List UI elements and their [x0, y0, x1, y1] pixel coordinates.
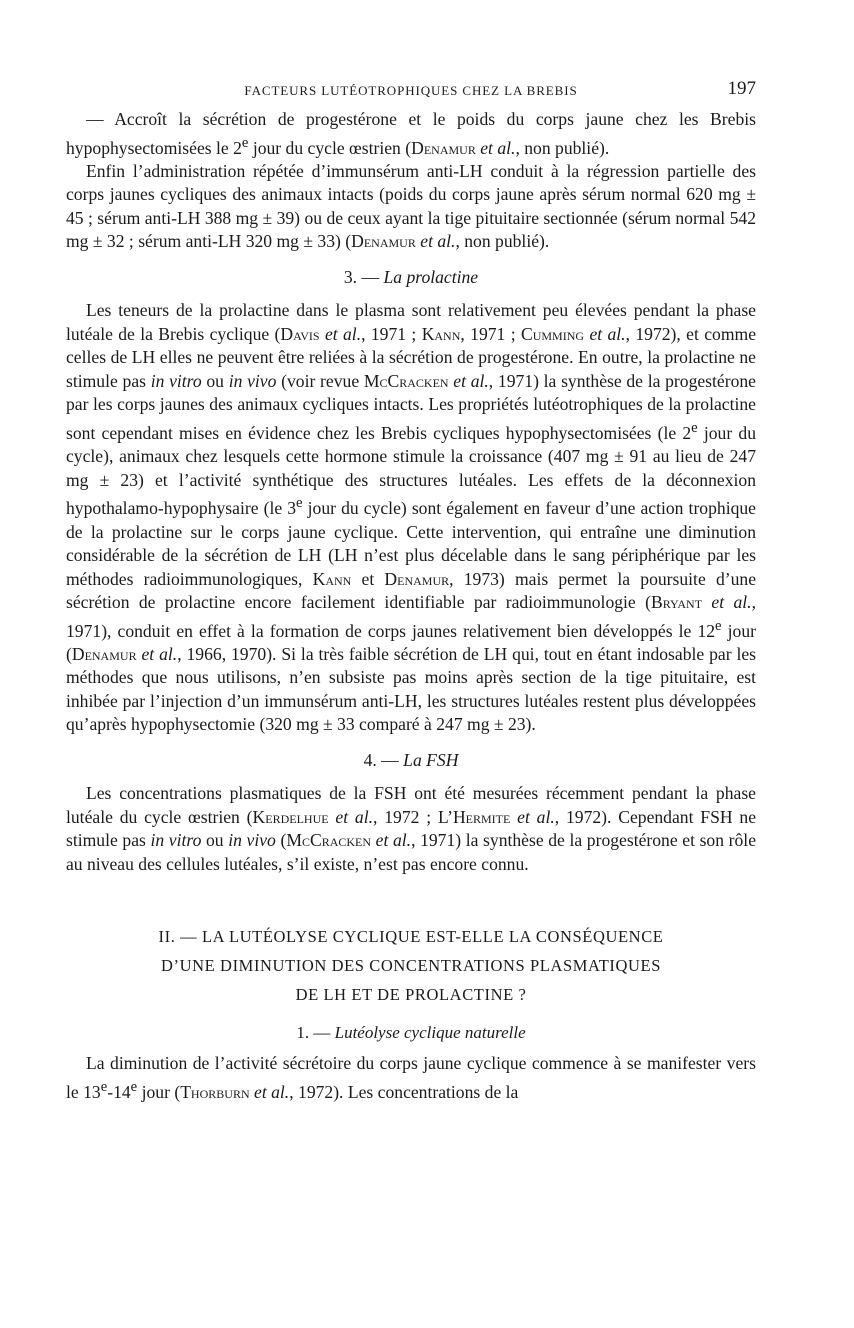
text-run: , 1971) la synthèse de la progestérone par les corps jaunes des animaux cycliques intacts. Les propriétés lutéotrophiques de la prolactine sont cependant mises en évidence chez les Brebis cycliques hypophysectomisées (le 2: [66, 370, 756, 443]
text-run: , 1971 ;: [361, 323, 422, 344]
text-run: Les teneurs de la prolactine dans le plasma sont relativement peu élevées pendant la phase lutéale de la Brebis cyclique (: [66, 300, 756, 344]
text-run: , 1966, 1970). Si la très faible sécrétion de LH qui, tout en étant indosable par les méthodes que nous utilisons, n’en subsiste pas moins après section de la tige pituitaire, est inhibée par l’injection d’un immunsérum anti-LH, les structures lutéales restent plus développées qu’après hypophysectomie (320 mg ± 33 comparé à 247 mg ± 23).: [66, 643, 757, 735]
citation-author: Kann: [312, 568, 352, 589]
text-run: Enfin l’administration répétée d’immunsérum anti-LH conduit à la régression partielle des corps jaunes cycliques des animaux intacts (poids du corps jaune après sérum normal 620 mg ± 45 ; sérum anti-LH 388 mg ± 39) ou de ceux ayant la tige pituitaire sectionnée (sérum normal 542 mg ± 32 ; sérum anti-LH 320 mg ± 33) (: [66, 160, 756, 252]
section-heading-line: II. — LA LUTÉOLYSE CYCLIQUE EST-ELLE LA CONSÉQUENCE: [158, 927, 664, 947]
heading-title: La prolactine: [383, 266, 479, 287]
section-heading-line: DE LH ET DE PROLACTINE ?: [295, 985, 527, 1005]
subsection-heading-prolactine: [66, 266, 756, 290]
citation-author: McCracken: [286, 830, 372, 851]
paragraph: [66, 299, 756, 737]
citation-author: Thorburn: [180, 1081, 250, 1102]
citation-etal: et al.: [324, 323, 362, 344]
superscript: e: [296, 495, 303, 512]
heading-title: Lutéolyse cyclique naturelle: [334, 1023, 526, 1043]
text-run: ou: [201, 370, 229, 391]
subsection-heading-luteolyse: [66, 1021, 756, 1044]
running-head-title: FACTEURS LUTÉOTROPHIQUES CHEZ LA BREBIS: [244, 83, 578, 98]
text-run: jour (: [137, 1081, 181, 1102]
text-run: -14: [107, 1081, 131, 1102]
heading-title: La FSH: [403, 749, 459, 770]
citation-author: Denamur: [411, 137, 476, 158]
paragraph: [66, 108, 756, 160]
citation-author: Denamur: [71, 643, 137, 664]
text-run: — Accroît la sécrétion de progestérone et le poids du corps jaune chez les Brebis hypophysectomisées le 2: [66, 109, 756, 158]
paragraph: [66, 782, 756, 876]
section-heading-line: D’UNE DIMINUTION DES CONCENTRATIONS PLASMATIQUES: [161, 956, 661, 976]
citation-etal: et al.: [453, 370, 489, 391]
citation-etal: et al.: [375, 830, 412, 851]
text-run: , 1971) la synthèse de la progestérone et son rôle au niveau des cellules lutéales, s’il existe, n’est pas encore connu.: [66, 830, 756, 874]
citation-author: Kerdelhue: [252, 806, 329, 827]
text-run: , 1972). Cependant FSH ne stimule pas: [66, 806, 756, 851]
text-run: , 1972). Les concentrations de la: [289, 1081, 519, 1102]
italic-term: in vitro: [150, 370, 202, 391]
heading-number: 1. —: [296, 1023, 335, 1043]
body-text: [66, 108, 756, 1104]
text-run: , 1971 ;: [460, 323, 521, 344]
citation-etal: et al.: [711, 592, 752, 613]
text-run: La diminution de l’activité sécrétoire du corps jaune cyclique commence à se manifester vers le 13: [66, 1053, 756, 1102]
superscript: e: [100, 1078, 108, 1095]
text-run: (: [275, 830, 287, 851]
text-run: et: [351, 568, 385, 589]
text-run: , non publié).: [515, 137, 610, 158]
text-run: , non publié).: [455, 231, 550, 252]
italic-term: in vivo: [228, 370, 277, 391]
superscript: e: [715, 617, 722, 634]
text-run: , 1972 ;: [373, 806, 438, 827]
text-run: (voir revue: [276, 370, 364, 391]
page: [66, 80, 756, 1104]
text-run: , 1971), conduit en effet à la formation de corps jaunes relativement bien développés le 12: [66, 592, 756, 641]
citation-author: L’Hermite: [437, 806, 511, 827]
section-heading-II: [66, 922, 756, 1009]
heading-number: 4. —: [363, 749, 404, 770]
citation-author: Denamur: [384, 568, 450, 589]
citation-etal: et al.: [589, 323, 626, 344]
text-run: jour du cycle), animaux chez lesquels cette hormone stimule la croissance (407 mg ± 91 au lieu de 247 mg ± 23) et l’activité synthétique des structures lutéales. Les effets de la déconnexion hypothalamo-hypophysaire (le 3: [66, 422, 757, 519]
italic-term: in vivo: [228, 830, 276, 851]
citation-etal: et al.: [335, 806, 373, 827]
subsection-heading-fsh: [66, 749, 756, 773]
citation-etal: et al.: [141, 643, 178, 664]
citation-etal: et al.: [420, 231, 456, 252]
text-run: Les concentrations plasmatiques de la FSH ont été mesurées récemment pendant la phase lutéale du cycle œstrien (: [66, 783, 756, 827]
superscript: e: [130, 1078, 138, 1095]
running-head: [66, 80, 756, 108]
paragraph: [66, 1052, 756, 1104]
citation-etal: et al.: [480, 137, 516, 158]
citation-author: Bryant: [650, 592, 703, 613]
text-run: jour du cycle œstrien (: [248, 137, 412, 158]
citation-author: Davis: [280, 323, 320, 344]
citation-author: Cumming: [520, 323, 585, 344]
superscript: e: [241, 134, 249, 151]
text-run: jour du cycle) sont également en faveur d’une action trophique de la prolactine sur le corps jaune cyclique. Cette intervention, qui entraîne une diminution considérable de la sécrétion de LH (LH n’est plus décelable dans le sang périphérique par les méthodes radioimmunologiques,: [66, 498, 756, 589]
citation-etal: et al.: [517, 806, 555, 827]
text-run: , 1972), et comme celles de LH elles ne peuvent être reliées à la sécrétion de progestérone. En outre, la prolactine ne stimule pas: [66, 323, 757, 391]
citation-author: Kann: [421, 323, 461, 344]
italic-term: in vitro: [150, 830, 202, 851]
paragraph: [66, 160, 756, 254]
text-run: , 1973) mais permet la poursuite d’une sécrétion de prolactine encore facilement identifiable par radioimmunologie (: [66, 568, 757, 613]
heading-number: 3. —: [343, 266, 384, 287]
text-run: jour (: [66, 620, 756, 664]
page-number: 197: [727, 78, 756, 99]
citation-author: McCracken: [363, 370, 449, 391]
superscript: e: [691, 419, 698, 436]
citation-author: Denamur: [351, 231, 416, 252]
text-run: ou: [201, 830, 229, 851]
citation-etal: et al.: [254, 1081, 290, 1102]
